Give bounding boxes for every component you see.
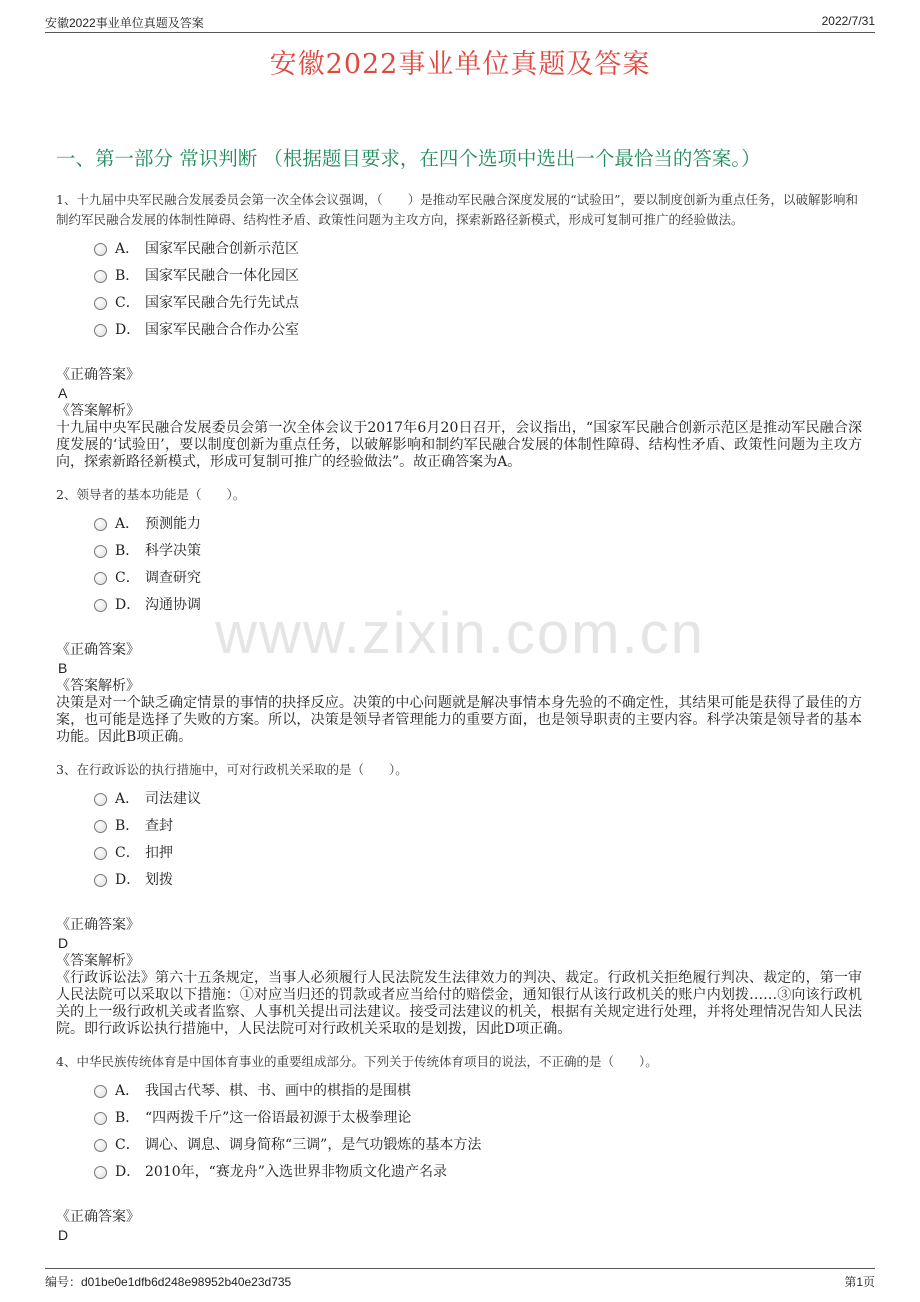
option-c[interactable] [94,1130,862,1157]
document-title: 安徽2022事业单位真题及答案 [269,49,651,80]
option-text: 预测能力 [145,515,201,532]
option-c[interactable] [94,563,862,590]
answer-value: A [58,385,68,401]
radio-icon[interactable] [94,270,107,283]
answer-value: B [58,660,68,676]
option-d[interactable] [94,865,862,892]
option-text: 2010年，“赛龙舟”入选世界非物质文化遗产名录 [145,1163,447,1180]
explain-label: 《答案解析》 [56,953,140,969]
radio-icon[interactable] [94,243,107,256]
radio-icon[interactable] [94,518,107,531]
answer-label: 《正确答案》 [56,367,140,383]
radio-icon[interactable] [94,324,107,337]
option-b[interactable] [94,536,862,563]
option-letter: B． [115,1109,140,1126]
page-header [45,12,875,33]
option-list [94,234,862,342]
radio-icon[interactable] [94,1112,107,1125]
option-list [94,509,862,617]
radio-icon[interactable] [94,572,107,585]
answer-block [56,641,862,695]
question-3 [56,760,862,1038]
radio-icon[interactable] [94,847,107,860]
answer-block [56,916,862,970]
radio-icon[interactable] [94,820,107,833]
option-text: 司法建议 [145,790,201,807]
explain-label: 《答案解析》 [56,403,140,419]
question-stem: 3、在行政诉讼的执行措施中，可对行政机关采取的是（ ）。 [56,762,408,777]
answer-block [56,366,862,420]
option-d[interactable] [94,590,862,617]
option-letter: D． [115,1163,141,1180]
option-b[interactable] [94,811,862,838]
option-text: 调心、调息、调身简称“三调”，是气功锻炼的基本方法 [145,1136,482,1153]
section-heading: 一、第一部分 常识判断 （根据题目要求，在四个选项中选出一个最恰当的答案。） [56,147,761,170]
option-text: 国家军民融合先行先试点 [145,294,299,311]
option-list [94,1076,862,1184]
header-doc-name: 安徽2022事业单位真题及答案 [45,16,204,30]
option-letter: B． [115,267,140,284]
option-letter: A． [115,1082,140,1099]
option-a[interactable] [94,1076,862,1103]
answer-label: 《正确答案》 [56,642,140,658]
radio-icon[interactable] [94,545,107,558]
question-list [56,190,862,1258]
radio-icon[interactable] [94,599,107,612]
option-c[interactable] [94,288,862,315]
option-text: 我国古代琴、棋、书、画中的棋指的是围棋 [145,1082,411,1099]
option-a[interactable] [94,784,862,811]
option-letter: A． [115,790,140,807]
option-text: 国家军民融合合作办公室 [145,321,299,338]
option-text: 科学决策 [145,542,201,559]
option-letter: A． [115,240,140,257]
header-date: 2022/7/31 [821,14,875,28]
answer-block [56,1208,862,1244]
watermark: www.zixin.com.cn [215,601,705,666]
radio-icon[interactable] [94,874,107,887]
question-stem: 4、中华民族传统体育是中国体育事业的重要组成部分。下列关于传统体育项目的说法，不正确的是（ ）。 [56,1054,658,1069]
option-text: 国家军民融合创新示范区 [145,240,299,257]
option-list [94,784,862,892]
option-d[interactable] [94,315,862,342]
option-letter: D． [115,596,141,613]
radio-icon[interactable] [94,297,107,310]
option-letter: D． [115,871,141,888]
answer-value: D [58,935,69,951]
answer-label: 《正确答案》 [56,917,140,933]
page-footer [45,1268,875,1291]
option-letter: B． [115,817,140,834]
option-letter: B． [115,542,140,559]
option-text: 调查研究 [145,569,201,586]
option-d[interactable] [94,1157,862,1184]
radio-icon[interactable] [94,1139,107,1152]
option-letter: C． [115,294,140,311]
option-text: 扣押 [145,844,173,861]
answer-label: 《正确答案》 [56,1209,140,1225]
footer-doc-id: 编号：d01be0e1dfb6d248e98952b40e23d735 [45,1275,292,1289]
option-b[interactable] [94,261,862,288]
explanation-text: 决策是对一个缺乏确定情景的事情的抉择反应。决策的中心问题就是解决事情本身先验的不确定性，其结果可能是获得了最佳的方案，也可能是选择了失败的方案。所以，决策是领导者管理能力的重要方面，也是领导职责的主要内容。科学决策是领导者的基本功能。因此B项正确。 [56,695,862,745]
option-a[interactable] [94,509,862,536]
question-stem: 1、十九届中央军民融合发展委员会第一次全体会议强调，（ ）是推动军民融合深度发展的“试验田”，要以制度创新为重点任务，以破解影响和制约军民融合发展的体制性障碍、结构性矛盾、政策性问题为主攻方向，探索新路径新模式，形成可复制可推广的经验做法。 [56,192,858,227]
question-2 [56,485,862,746]
question-stem: 2、领导者的基本功能是（ ）。 [56,487,246,502]
option-text: 查封 [145,817,173,834]
radio-icon[interactable] [94,1085,107,1098]
explanation-text: 十九届中央军民融合发展委员会第一次全体会议于2017年6月20日召开，会议指出，“国家军民融合创新示范区是推动军民融合深度发展的‘试验田’，要以制度创新为重点任务，以破解影响和制约军民融合发展的体制性障碍、结构性矛盾、政策性问题为主攻方向，探索新路径新模式，形成可复制可推广的经验做法”。故正确答案为A。 [56,420,862,470]
option-letter: A． [115,515,140,532]
explain-label: 《答案解析》 [56,678,140,694]
option-letter: C． [115,569,140,586]
option-text: “四两拨千斤”这一俗语最初源于太极拳理论 [145,1109,412,1126]
explanation-text: 《行政诉讼法》第六十五条规定，当事人必须履行人民法院发生法律效力的判决、裁定。行政机关拒绝履行判决、裁定的，第一审人民法院可以采取以下措施：①对应当归还的罚款或者应当给付的赔偿金，通知银行从该行政机关的账户内划拨……③向该行政机关的上一级行政机关或者监察、人事机关提出司法建议。接受司法建议的机关，根据有关规定进行处理，并将处理情况告知人民法院。即行政诉讼执行措施中，人民法院可对行政机关采取的是划拨，因此D项正确。 [56,970,862,1037]
option-text: 划拨 [145,871,173,888]
option-letter: C． [115,844,140,861]
option-a[interactable] [94,234,862,261]
radio-icon[interactable] [94,793,107,806]
option-letter: D． [115,321,141,338]
question-1 [56,190,862,471]
option-text: 国家军民融合一体化园区 [145,267,299,284]
radio-icon[interactable] [94,1166,107,1179]
option-b[interactable] [94,1103,862,1130]
option-c[interactable] [94,838,862,865]
answer-value: D [58,1227,69,1243]
footer-page-number: 第1页 [844,1275,875,1289]
option-letter: C． [115,1136,140,1153]
question-4 [56,1052,862,1244]
option-text: 沟通协调 [145,596,201,613]
